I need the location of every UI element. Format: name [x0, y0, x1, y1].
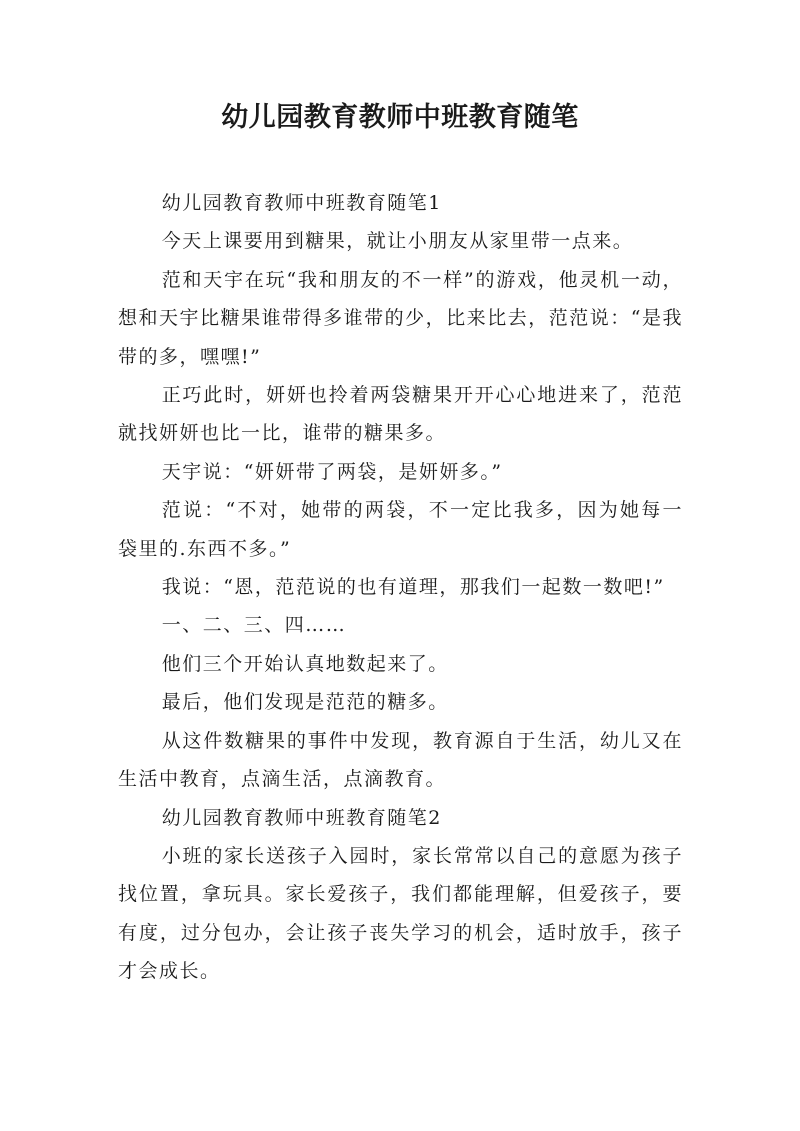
paragraph: 天宇说：“妍妍带了两袋，是妍妍多。” — [161, 460, 503, 483]
paragraph: 范说：“不对，她带的两袋，不一定比我多，因为她每一袋里的.东西不多。” — [118, 499, 683, 560]
paragraph: 他们三个开始认真地数起来了。 — [161, 652, 449, 675]
paragraph: 小班的家长送孩子入园时，家长常常以自己的意愿为孩子找位置，拿玩具。家长爱孩子，我们都能理解，但爱孩子，要有度，过分包办，会让孩子丧失学习的机会，适时放手，孩子才会成长。 — [118, 844, 683, 983]
paragraph: 范和天宇在玩“我和朋友的不一样”的游戏，他灵机一动，想和天宇比糖果谁带得多谁带的少，比来比去，范范说：“是我带的多，嘿嘿!” — [118, 268, 683, 368]
paragraph: 我说：“恩，范范说的也有道理，那我们一起数一数吧!” — [161, 576, 665, 599]
document-title: 幼儿园教育教师中班教育随笔 — [221, 102, 579, 133]
paragraph: 一、二、三、四…… — [161, 614, 347, 637]
paragraph: 最后，他们发现是范范的糖多。 — [161, 691, 449, 714]
paragraph: 今天上课要用到糖果，就让小朋友从家里带一点来。 — [161, 230, 634, 253]
section-heading-1: 幼儿园教育教师中班教育随笔1 — [161, 192, 442, 214]
document-body — [118, 184, 683, 991]
paragraph: 从这件数糖果的事件中发现，教育源自于生活，幼儿又在生活中教育，点滴生活，点滴教育。 — [118, 729, 683, 791]
section-heading-2: 幼儿园教育教师中班教育随笔2 — [161, 806, 442, 829]
paragraph: 正巧此时，妍妍也拎着两袋糖果开开心心地进来了，范范就找妍妍也比一比，谁带的糖果多。 — [118, 384, 683, 445]
